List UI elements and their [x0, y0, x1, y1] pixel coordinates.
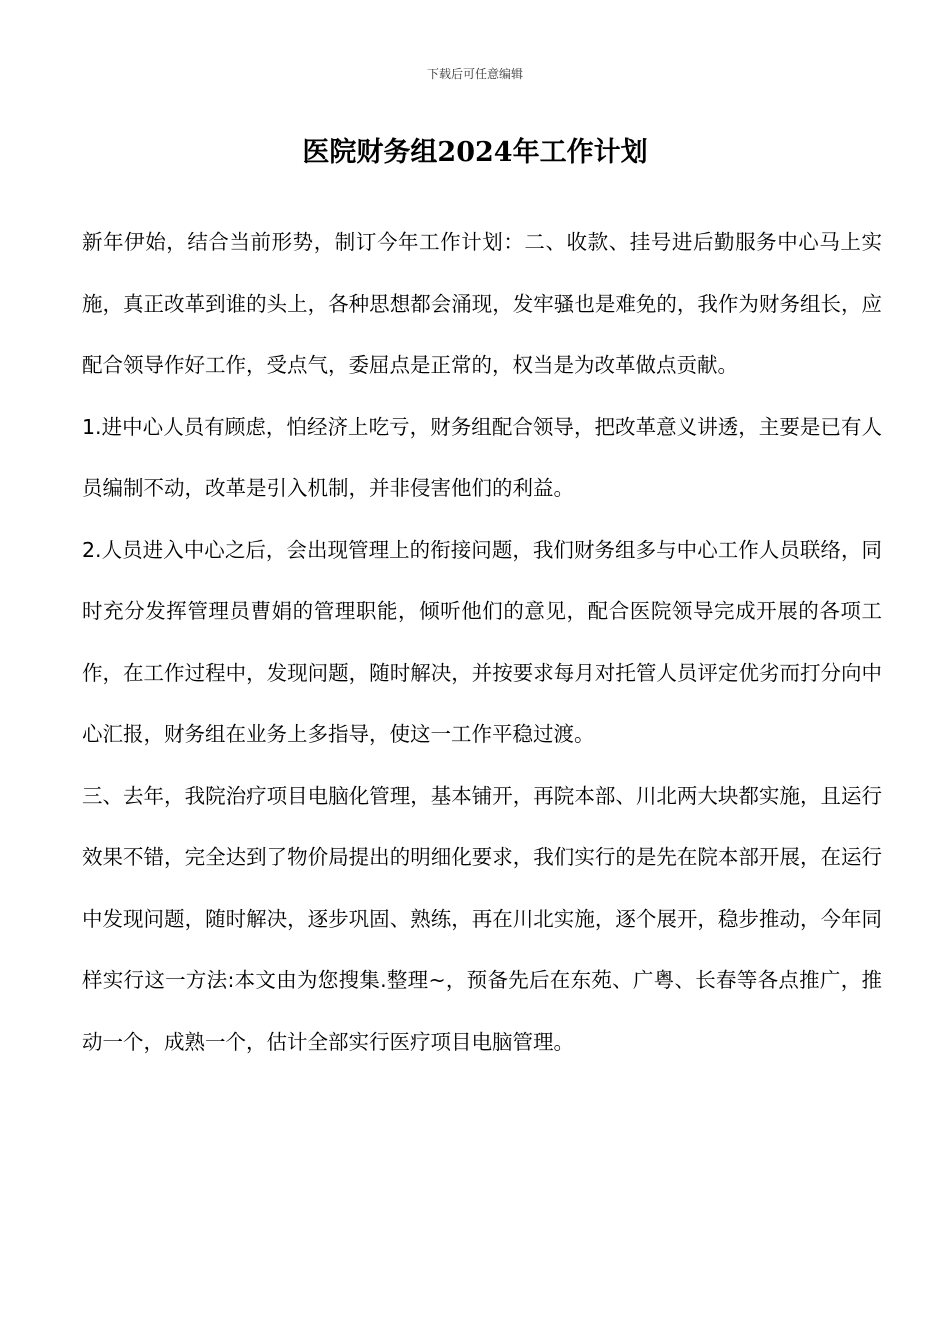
document-body: [82, 212, 882, 1073]
header-note: 下载后可任意编辑: [426, 67, 523, 81]
paragraph-item-1: 1.进中心人员有顾虑，怕经济上吃亏，财务组配合领导，把改革意义讲透，主要是已有人员编制不动，改革是引入机制，并非侵害他们的利益。: [82, 414, 882, 500]
paragraph-section-3: 三、去年，我院治疗项目电脑化管理，基本铺开，再院本部、川北两大块都实施，且运行效果不错，完全达到了物价局提出的明细化要求，我们实行的是先在院本部开展，在运行中发现问题，随时解决，逐步巩固、熟练，再在川北实施，逐个展开，稳步推动，今年同样实行这一方法:本文由为您搜集.整理~，预备先后在东苑、广粤、长春等各点推广，推动一个，成熟一个，估计全部实行医疗项目电脑管理。: [82, 783, 882, 1054]
paragraph-item-2: 2.人员进入中心之后，会出现管理上的衔接问题，我们财务组多与中心工作人员联络，同时充分发挥管理员曹娟的管理职能，倾听他们的意见，配合医院领导完成开展的各项工作，在工作过程中，发现问题，随时解决，并按要求每月对托管人员评定优劣而打分向中心汇报，财务组在业务上多指导，使这一工作平稳过渡。: [82, 537, 882, 746]
paragraph-intro: 新年伊始，结合当前形势，制订今年工作计划：二、收款、挂号进后勤服务中心马上实施，真正改革到谁的头上，各种思想都会涌现，发牢骚也是难免的，我作为财务组长，应配合领导作好工作，受点气，委屈点是正常的，权当是为改革做点贡献。: [82, 230, 882, 377]
document-title: 医院财务组2024年工作计划: [302, 137, 648, 168]
